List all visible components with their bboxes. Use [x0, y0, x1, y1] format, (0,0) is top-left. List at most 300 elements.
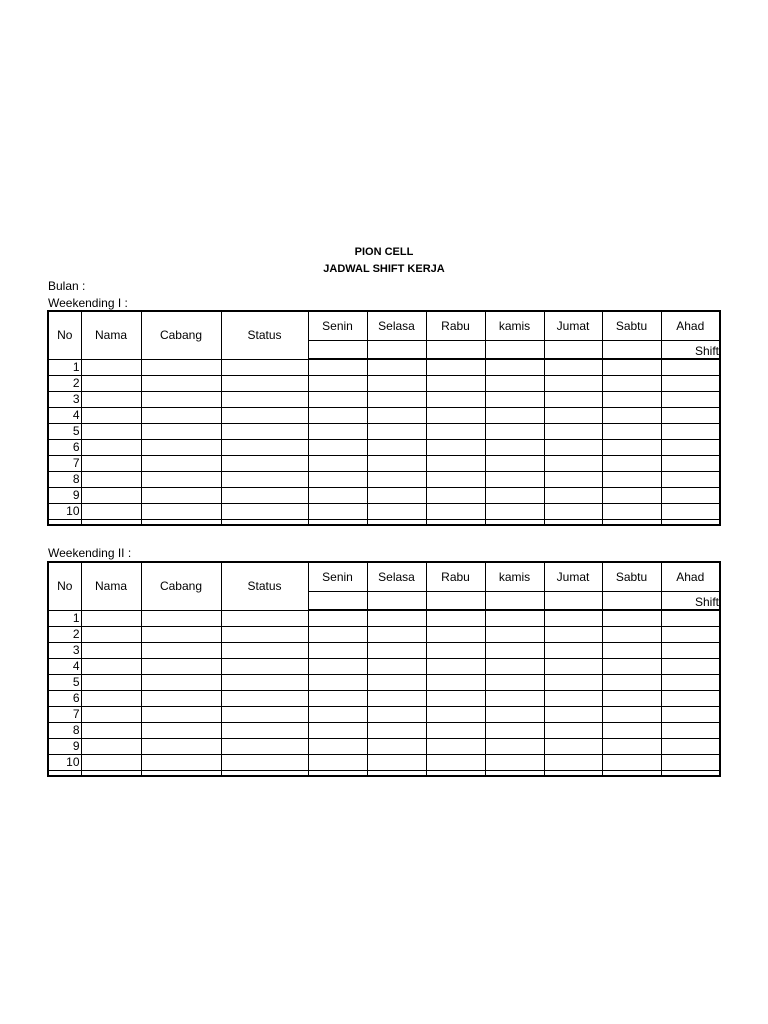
- table-cell: [485, 520, 544, 526]
- table-row: [48, 359, 720, 376]
- weekending-1-table: [47, 310, 721, 526]
- table-cell[interactable]: [602, 376, 661, 392]
- sub-header-cell: [485, 341, 544, 360]
- table-cell[interactable]: [485, 424, 544, 440]
- sub-header-cell: [544, 341, 602, 360]
- table-cell[interactable]: [367, 739, 426, 755]
- table-cell: [48, 520, 81, 526]
- table-cell[interactable]: [661, 627, 720, 643]
- table-row: [48, 392, 720, 408]
- row-number: 4: [48, 659, 81, 675]
- table-cell[interactable]: [661, 707, 720, 723]
- table-cell: [81, 771, 141, 777]
- sub-header-cell: [426, 592, 485, 611]
- table-cell[interactable]: [602, 739, 661, 755]
- table-cell[interactable]: [221, 691, 308, 707]
- table-cell[interactable]: [485, 504, 544, 520]
- table-cell[interactable]: [602, 610, 661, 627]
- table-cell[interactable]: [544, 675, 602, 691]
- table-cell[interactable]: [141, 359, 221, 376]
- table-cell[interactable]: [485, 627, 544, 643]
- table-cell: [308, 520, 367, 526]
- table-row: [48, 659, 720, 675]
- table-cell[interactable]: [81, 440, 141, 456]
- row-number: 7: [48, 456, 81, 472]
- weekending-2-table: [47, 561, 721, 777]
- table-cell[interactable]: [367, 472, 426, 488]
- table-cell[interactable]: [308, 504, 367, 520]
- table-cell[interactable]: [221, 456, 308, 472]
- table-cell[interactable]: [221, 755, 308, 771]
- table-cell[interactable]: [81, 723, 141, 739]
- row-number: 6: [48, 691, 81, 707]
- table-cell[interactable]: [602, 723, 661, 739]
- table-cell[interactable]: [485, 659, 544, 675]
- table-cell[interactable]: [367, 504, 426, 520]
- table-cell[interactable]: [602, 755, 661, 771]
- row-number: 10: [48, 755, 81, 771]
- table-cell[interactable]: [661, 755, 720, 771]
- col-no-header: No: [48, 311, 81, 359]
- table-cell[interactable]: [485, 472, 544, 488]
- table-cell[interactable]: [141, 659, 221, 675]
- table-cell: [544, 520, 602, 526]
- table-cell[interactable]: [221, 359, 308, 376]
- table-cell[interactable]: [544, 392, 602, 408]
- table-cell[interactable]: [485, 376, 544, 392]
- sub-header-cell: [367, 592, 426, 611]
- sub-header-cell: [544, 592, 602, 611]
- table-cell[interactable]: [661, 359, 720, 376]
- table-cell[interactable]: [308, 408, 367, 424]
- day-header-jumat: Jumat: [544, 311, 602, 341]
- sub-header-cell: [661, 341, 720, 360]
- table-cell[interactable]: [485, 675, 544, 691]
- table-cell[interactable]: [81, 675, 141, 691]
- table-cell[interactable]: [426, 376, 485, 392]
- day-header-selasa: Selasa: [367, 311, 426, 341]
- table-cell[interactable]: [141, 691, 221, 707]
- table-cell[interactable]: [221, 424, 308, 440]
- table-cell: [661, 520, 720, 526]
- sub-header-cell: [485, 592, 544, 611]
- table-cell[interactable]: [426, 440, 485, 456]
- day-header-sabtu: Sabtu: [602, 311, 661, 341]
- table-cell[interactable]: [661, 488, 720, 504]
- table-cell[interactable]: [602, 659, 661, 675]
- table-cell[interactable]: [602, 440, 661, 456]
- table-cell[interactable]: [221, 723, 308, 739]
- table-cell[interactable]: [221, 610, 308, 627]
- table-cell[interactable]: [544, 472, 602, 488]
- table-cell[interactable]: [221, 659, 308, 675]
- table-cell[interactable]: [602, 627, 661, 643]
- col-status-header: Status: [221, 311, 308, 359]
- table-cell[interactable]: [367, 392, 426, 408]
- table-cell[interactable]: [426, 643, 485, 659]
- day-header-rabu: Rabu: [426, 311, 485, 341]
- table-cell[interactable]: [426, 392, 485, 408]
- table-cell[interactable]: [426, 456, 485, 472]
- table-cell[interactable]: [367, 376, 426, 392]
- table-cell[interactable]: [485, 723, 544, 739]
- sub-header-cell: [367, 341, 426, 360]
- table-cell[interactable]: [544, 440, 602, 456]
- table-cell[interactable]: [367, 408, 426, 424]
- table-row: [48, 376, 720, 392]
- day-header-senin: Senin: [308, 562, 367, 592]
- table-cell[interactable]: [485, 456, 544, 472]
- table-cell[interactable]: [544, 723, 602, 739]
- header-row: [48, 562, 720, 592]
- table-cell[interactable]: [308, 675, 367, 691]
- table-cell[interactable]: [141, 392, 221, 408]
- table-cell[interactable]: [426, 504, 485, 520]
- table-cell[interactable]: [426, 359, 485, 376]
- table-cell[interactable]: [308, 723, 367, 739]
- row-number: 1: [48, 359, 81, 376]
- table-cell[interactable]: [308, 755, 367, 771]
- table-cell[interactable]: [308, 643, 367, 659]
- table-cell[interactable]: [485, 739, 544, 755]
- table-cell[interactable]: [426, 610, 485, 627]
- sub-header-cell: [308, 341, 367, 360]
- table-cell[interactable]: [602, 691, 661, 707]
- table-cell[interactable]: [141, 472, 221, 488]
- table-cell[interactable]: [221, 488, 308, 504]
- table-cell[interactable]: [81, 691, 141, 707]
- table-cell[interactable]: [602, 707, 661, 723]
- weekending-1-label: Weekending I :: [48, 296, 128, 310]
- table-cell[interactable]: [141, 610, 221, 627]
- table-cell: [141, 771, 221, 777]
- row-number: 5: [48, 424, 81, 440]
- table-cell: [81, 520, 141, 526]
- table-row: [48, 691, 720, 707]
- shift-label: Shift: [694, 344, 719, 358]
- table-cell[interactable]: [308, 627, 367, 643]
- table-cell[interactable]: [221, 440, 308, 456]
- col-nama-header: Nama: [81, 311, 141, 359]
- table-cell[interactable]: [661, 659, 720, 675]
- table-cell[interactable]: [426, 424, 485, 440]
- table-cell[interactable]: [544, 691, 602, 707]
- table-cell[interactable]: [221, 504, 308, 520]
- table-row: [48, 424, 720, 440]
- table-cell[interactable]: [308, 440, 367, 456]
- table-cell[interactable]: [661, 504, 720, 520]
- table-cell[interactable]: [661, 723, 720, 739]
- table-cell[interactable]: [308, 392, 367, 408]
- table-cell[interactable]: [602, 643, 661, 659]
- table-cell[interactable]: [544, 707, 602, 723]
- sub-header-cell: [602, 341, 661, 360]
- row-number: 5: [48, 675, 81, 691]
- table-cell: [602, 771, 661, 777]
- table-cell[interactable]: [367, 659, 426, 675]
- table-cell: [367, 771, 426, 777]
- table-cell[interactable]: [221, 627, 308, 643]
- table-cell[interactable]: [661, 643, 720, 659]
- row-number: 4: [48, 408, 81, 424]
- table-cell[interactable]: [661, 675, 720, 691]
- table-cell[interactable]: [544, 739, 602, 755]
- table-cell[interactable]: [221, 643, 308, 659]
- table-cell[interactable]: [81, 643, 141, 659]
- table-cell[interactable]: [367, 488, 426, 504]
- table-cell[interactable]: [661, 456, 720, 472]
- table-cell[interactable]: [308, 424, 367, 440]
- day-header-selasa: Selasa: [367, 562, 426, 592]
- table-cell[interactable]: [141, 627, 221, 643]
- sub-header-cell: [308, 592, 367, 611]
- table-cell[interactable]: [602, 488, 661, 504]
- table-cell[interactable]: [141, 488, 221, 504]
- table-cell[interactable]: [367, 456, 426, 472]
- table-cell: [141, 520, 221, 526]
- table-cell[interactable]: [81, 456, 141, 472]
- table-cell: [221, 520, 308, 526]
- row-number: 9: [48, 488, 81, 504]
- table-row: [48, 408, 720, 424]
- table-cell[interactable]: [367, 675, 426, 691]
- table-row: [48, 643, 720, 659]
- table-cell[interactable]: [141, 504, 221, 520]
- table-cell[interactable]: [81, 504, 141, 520]
- table-cell[interactable]: [81, 392, 141, 408]
- table-cell[interactable]: [81, 424, 141, 440]
- table-cell[interactable]: [367, 643, 426, 659]
- table-cell: [426, 771, 485, 777]
- table-cell[interactable]: [367, 723, 426, 739]
- table-cell[interactable]: [544, 627, 602, 643]
- table-cell[interactable]: [602, 359, 661, 376]
- table-cell[interactable]: [141, 424, 221, 440]
- page-title: JADWAL SHIFT KERJA: [323, 263, 445, 275]
- table-cell[interactable]: [661, 739, 720, 755]
- table-cell[interactable]: [544, 643, 602, 659]
- table-cell[interactable]: [661, 472, 720, 488]
- table-cell[interactable]: [308, 456, 367, 472]
- day-header-rabu: Rabu: [426, 562, 485, 592]
- table-cell[interactable]: [544, 408, 602, 424]
- company-name: PION CELL: [354, 246, 414, 258]
- table-cell[interactable]: [81, 610, 141, 627]
- table-cell[interactable]: [221, 675, 308, 691]
- table-cell[interactable]: [141, 723, 221, 739]
- col-no-header: No: [48, 562, 81, 610]
- table-cell[interactable]: [426, 675, 485, 691]
- table-cell[interactable]: [308, 659, 367, 675]
- spacer-row: [48, 520, 720, 526]
- table-cell: [544, 771, 602, 777]
- day-header-kamis: kamis: [485, 311, 544, 341]
- table-cell[interactable]: [485, 643, 544, 659]
- col-nama-header: Nama: [81, 562, 141, 610]
- table-cell[interactable]: [544, 504, 602, 520]
- table-cell[interactable]: [485, 707, 544, 723]
- table-cell[interactable]: [81, 488, 141, 504]
- table-cell[interactable]: [141, 707, 221, 723]
- table-cell[interactable]: [221, 707, 308, 723]
- table-cell[interactable]: [81, 739, 141, 755]
- table-cell[interactable]: [308, 739, 367, 755]
- table-row: [48, 504, 720, 520]
- row-number: 6: [48, 440, 81, 456]
- table-cell[interactable]: [544, 488, 602, 504]
- row-number: 9: [48, 739, 81, 755]
- table-cell: [602, 520, 661, 526]
- table-cell[interactable]: [81, 359, 141, 376]
- shift-label: Shift: [694, 595, 719, 609]
- table-cell[interactable]: [485, 440, 544, 456]
- table-cell: [661, 771, 720, 777]
- table-cell[interactable]: [221, 472, 308, 488]
- table-cell[interactable]: [661, 691, 720, 707]
- table-cell[interactable]: [367, 627, 426, 643]
- table-cell[interactable]: [141, 755, 221, 771]
- table-cell[interactable]: [602, 675, 661, 691]
- table-cell[interactable]: [602, 408, 661, 424]
- header-row: [48, 311, 720, 341]
- table-cell[interactable]: [485, 610, 544, 627]
- table-cell[interactable]: [141, 440, 221, 456]
- sub-header-cell: [426, 341, 485, 360]
- table-row: [48, 675, 720, 691]
- table-row: [48, 707, 720, 723]
- table-cell[interactable]: [661, 424, 720, 440]
- table-cell[interactable]: [367, 755, 426, 771]
- table-cell[interactable]: [602, 472, 661, 488]
- table-cell[interactable]: [661, 610, 720, 627]
- col-cabang-header: Cabang: [141, 562, 221, 610]
- table-cell[interactable]: [81, 707, 141, 723]
- table-cell[interactable]: [426, 659, 485, 675]
- table-cell[interactable]: [308, 376, 367, 392]
- row-number: 1: [48, 610, 81, 627]
- table-row: [48, 488, 720, 504]
- table-cell[interactable]: [544, 755, 602, 771]
- table-cell: [485, 771, 544, 777]
- table-cell[interactable]: [367, 691, 426, 707]
- table-cell[interactable]: [141, 643, 221, 659]
- table-cell[interactable]: [141, 675, 221, 691]
- table-cell[interactable]: [221, 376, 308, 392]
- table-cell[interactable]: [485, 392, 544, 408]
- table-cell[interactable]: [661, 376, 720, 392]
- row-number: 3: [48, 643, 81, 659]
- table-cell[interactable]: [544, 456, 602, 472]
- table-cell[interactable]: [81, 755, 141, 771]
- table-row: [48, 472, 720, 488]
- row-number: 10: [48, 504, 81, 520]
- table-cell[interactable]: [661, 408, 720, 424]
- table-cell[interactable]: [81, 659, 141, 675]
- table-cell: [48, 771, 81, 777]
- table-cell[interactable]: [485, 755, 544, 771]
- sub-header-cell: [661, 592, 720, 611]
- table-row: [48, 723, 720, 739]
- month-label: Bulan :: [48, 279, 86, 293]
- row-number: 2: [48, 376, 81, 392]
- table-cell[interactable]: [81, 472, 141, 488]
- table-cell[interactable]: [308, 359, 367, 376]
- row-number: 2: [48, 627, 81, 643]
- day-header-kamis: kamis: [485, 562, 544, 592]
- table-row: [48, 456, 720, 472]
- table-cell[interactable]: [308, 472, 367, 488]
- table-cell[interactable]: [426, 707, 485, 723]
- day-header-senin: Senin: [308, 311, 367, 341]
- table-cell[interactable]: [426, 739, 485, 755]
- table-cell[interactable]: [221, 739, 308, 755]
- table-cell[interactable]: [661, 440, 720, 456]
- table-cell[interactable]: [544, 659, 602, 675]
- table-cell[interactable]: [81, 408, 141, 424]
- table-cell[interactable]: [367, 610, 426, 627]
- table-cell[interactable]: [426, 691, 485, 707]
- table-cell[interactable]: [367, 359, 426, 376]
- table-cell[interactable]: [602, 392, 661, 408]
- table-cell[interactable]: [544, 424, 602, 440]
- table-cell[interactable]: [544, 359, 602, 376]
- table-cell[interactable]: [141, 456, 221, 472]
- table-cell[interactable]: [308, 488, 367, 504]
- day-header-sabtu: Sabtu: [602, 562, 661, 592]
- table-cell[interactable]: [367, 707, 426, 723]
- row-number: 7: [48, 707, 81, 723]
- table-cell[interactable]: [661, 392, 720, 408]
- table-cell[interactable]: [221, 408, 308, 424]
- table-cell: [426, 520, 485, 526]
- table-cell[interactable]: [426, 488, 485, 504]
- table-cell: [221, 771, 308, 777]
- table-cell[interactable]: [141, 408, 221, 424]
- table-cell[interactable]: [367, 424, 426, 440]
- table-cell[interactable]: [602, 424, 661, 440]
- table-cell[interactable]: [485, 359, 544, 376]
- table-cell[interactable]: [544, 610, 602, 627]
- col-status-header: Status: [221, 562, 308, 610]
- table-cell[interactable]: [308, 707, 367, 723]
- day-header-ahad: Ahad: [661, 311, 720, 341]
- table-cell[interactable]: [141, 739, 221, 755]
- table-cell[interactable]: [485, 691, 544, 707]
- table-cell[interactable]: [426, 472, 485, 488]
- row-number: 3: [48, 392, 81, 408]
- sub-header-cell: [602, 592, 661, 611]
- table-cell[interactable]: [602, 456, 661, 472]
- table-cell[interactable]: [81, 376, 141, 392]
- table-cell[interactable]: [485, 488, 544, 504]
- table-cell[interactable]: [367, 440, 426, 456]
- table-cell[interactable]: [544, 376, 602, 392]
- table-cell[interactable]: [485, 408, 544, 424]
- spacer-row: [48, 771, 720, 777]
- col-cabang-header: Cabang: [141, 311, 221, 359]
- table-cell[interactable]: [81, 627, 141, 643]
- table-cell[interactable]: [426, 755, 485, 771]
- table-cell[interactable]: [602, 504, 661, 520]
- table-cell[interactable]: [426, 627, 485, 643]
- table-cell[interactable]: [308, 610, 367, 627]
- table-cell[interactable]: [141, 376, 221, 392]
- table-cell[interactable]: [426, 723, 485, 739]
- table-cell[interactable]: [308, 691, 367, 707]
- table-cell: [367, 520, 426, 526]
- table-cell[interactable]: [426, 408, 485, 424]
- table-cell[interactable]: [221, 392, 308, 408]
